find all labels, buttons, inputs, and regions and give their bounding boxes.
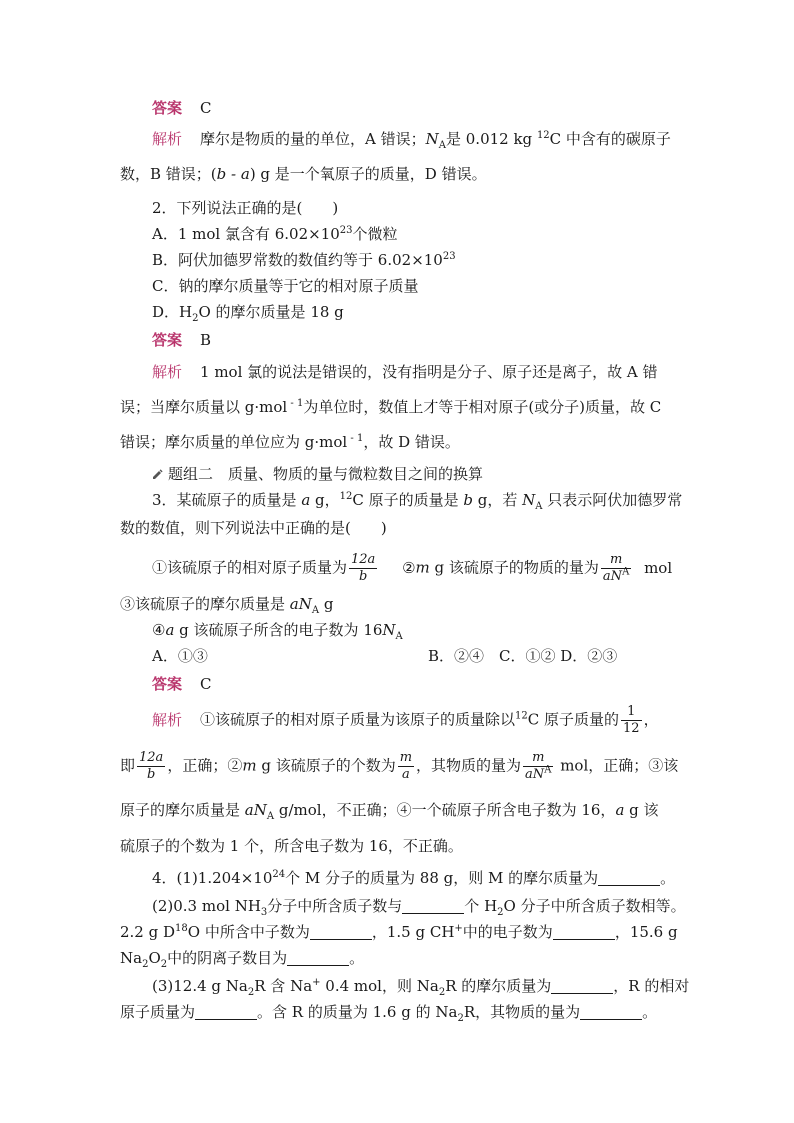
q4-line5: (3)12.4 g $Na_2R$ 含 Na+ 0.4 mol，则 $Na_2R$ 的摩尔质量为 ，R 的相对 (152, 977, 690, 998)
q3-exp-line2: 即 $\frac{12a}{b}$ ，正确；②m g 该硫原子的个数为 $\frac{m}{a}$ ，其物质的量为 $\frac{m}{aN^A}$ mol，正确；③该 (120, 750, 679, 782)
q2-option-b: B．阿伏加德罗常数的数值约等于 $6.02\times 10^{23}$ (152, 251, 456, 269)
q4-line3: 2.2 g $D^{18}O$ 中所含中子数为 ，1.5 g CH+中的电子数为 ，15.6 g (120, 923, 678, 941)
q3-options (0, 646, 794, 666)
q3-stem-line1: 3．某硫原子的质量是 a g，$^{12}$C 原子的质量是 b g，若 $N_A$ 只表示阿伏加德罗常 (152, 491, 683, 512)
q3-exp-line3: 原子的摩尔质量是 $aN_A$ g/mol，不正确；④一个硫原子所含电子数为 16，a g 该 (120, 801, 659, 822)
q3-statement-4: ④a g 该硫原子所含的电子数为 $16N_A$ (152, 621, 403, 642)
q3-options-bcd: B．②④ C．①② D．②③ (428, 647, 618, 665)
q4-line2: (2)0.3 mol $NH_3$分子中所含质子数与 个 $H_2O$ 分子中所含质子数相等。 (152, 897, 686, 918)
q2-exp-line1: 解析 1 mol 氯的说法是错误的，没有指明是分子、原子还是离子，故 A 错 (152, 363, 658, 381)
q1-answer: C (200, 99, 212, 117)
q3-exp-line4: 硫原子的个数为 1 个，所含电子数为 16，不正确。 (120, 837, 463, 855)
answer-blank[interactable] (598, 871, 660, 886)
q1-exp-line2: 数，B 错误；(b - a) g 是一个氧原子的质量，D 错误。 (120, 165, 487, 183)
q3-statements-1-2: ①该硫原子的相对原子质量为 $\frac{12a}{b}$ ②m g 该硫原子的物质的量为 $\frac{m}{aN^A}$ mol (152, 552, 673, 584)
fraction-m-over-aNA: $\frac{m}{aN^A}$ (602, 552, 630, 584)
q2-option-a: A．1 mol 氯含有 $6.02\times 10^{23}$个微粒 (152, 225, 398, 243)
q2-exp-line3: 错误；摩尔质量的单位应为 g·mol $^{- 1}$，故 D 错误。 (120, 433, 460, 451)
q1-exp-line1: 解析 摩尔是物质的量的单位，A 错误；$N_A$是 0.012 kg $^{12}$C 中含有的碳原子 (152, 130, 671, 151)
group2-heading: 题组二 质量、物质的量与微粒数目之间的换算 (0, 464, 794, 484)
pencil-icon (152, 468, 164, 480)
q2-answer-line: 答案 B (152, 331, 212, 349)
q2-stem: 2．下列说法正确的是( ) (152, 199, 339, 217)
answer-blank[interactable] (287, 951, 349, 966)
q2-option-c: C．钠的摩尔质量等于它的相对原子质量 (152, 277, 419, 295)
explanation-label: 解析 (152, 130, 183, 148)
q4-line1: 4．$(1)1.204\times 10^{24}$个 M 分子的质量为 88 g，则 M 的摩尔质量为 。 (152, 869, 676, 887)
q3-statement-3: ③该硫原子的摩尔质量是 $aN_A$ g (120, 595, 334, 616)
answer-blank[interactable] (310, 925, 372, 940)
q4-line6: 原子质量为 。含 R 的质量为 1.6 g 的 $Na_2R$，其物质的量为 。 (120, 1003, 658, 1024)
fraction-12a-over-b: $\frac{12a}{b}$ (351, 552, 376, 584)
q3-answer: C (200, 675, 212, 693)
q1-answer-line (0, 98, 794, 118)
q2-exp-line2: 误；当摩尔质量以 g·mol $^{- 1}$为单位时，数值上才等于相对原子(或分子)质量，故 C (120, 398, 662, 416)
answer-label: 答案 (152, 99, 183, 117)
q2-option-d: D．$H_2O$ 的摩尔质量是 18 g (152, 303, 344, 324)
q2-answer: B (200, 331, 212, 349)
q4-line4: $Na_2O_2$中的阴离子数目为 。 (120, 949, 365, 970)
fraction-m-over-a: $\frac{m}{a}$ (399, 750, 413, 782)
answer-blank[interactable] (553, 925, 615, 940)
q3-option-a: A．①③ (152, 647, 208, 665)
q3-stem-line2: 数的数值，则下列说法中正确的是( ) (120, 519, 387, 537)
q3-exp-line1: 解析 ①该硫原子的相对原子质量为该原子的质量除以$^{12}$C 原子质量的 $\frac{1}{12}$ ， (152, 704, 659, 736)
fraction-1-over-12: $\frac{1}{12}$ (623, 704, 640, 736)
fraction-m-over-aNA-2: $\frac{m}{aN^A}$ (525, 750, 552, 782)
answer-blank[interactable] (402, 899, 464, 914)
answer-blank[interactable] (551, 979, 613, 994)
answer-blank[interactable] (580, 1005, 642, 1020)
q3-answer-line: 答案 C (152, 675, 212, 693)
answer-blank[interactable] (195, 1005, 257, 1020)
fraction-12a-over-b-2: $\frac{12a}{b}$ (139, 750, 164, 782)
